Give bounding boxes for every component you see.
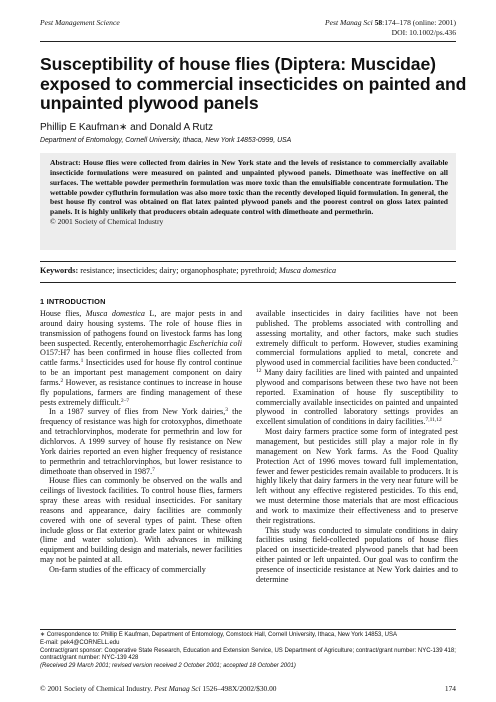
footer-journal: Pest Manag Sci: [154, 684, 201, 693]
footnotes: [40, 632, 460, 671]
species-name: Escherichia coli: [188, 338, 242, 348]
received-note: (Received 29 March 2001; revised version received 2 October 2001; accepted 18 October 2001): [40, 663, 296, 670]
citation: [325, 18, 456, 37]
abstract-label: Abstract:: [50, 158, 81, 167]
intro-paragraph-6: Most dairy farmers practice some form of integrated pest management, but pesticides still play a major role in fly management on New York farms. As the Food Quality Protection Act of 1996 moves toward full implementation, fewer and fewer pesticides remain available to producers. It is highly likely that dairy farmers in the very near future will be left without any effective registered pesticides. To this end, we must determine those materials that are most efficacious and work to maximize their effectiveness and to preserve their registrations.: [256, 427, 458, 525]
email-note[interactable]: E-mail: pek4@CORNELL.edu: [40, 639, 120, 646]
abstract-text: House flies were collected from dairies in New York state and the levels of resistance to commercially available insecticide formulations were measured on painted and unpainted plywood panels. Dimethoate was ineffective on all surfaces. The wettable powder permethrin formulation was more toxic than the emulsifiable concentrate formulation. The wettable powder cyfluthrin formulation was also more toxic than the recently developed liquid formulation. In general, the best house fly control was obtained on flat latex painted plywood panels and the poorest control on gloss latex painted panels. It is highly unlikely that producers obtain adequate control with dimethoate and permethrin.: [50, 158, 448, 217]
header-rule: [40, 41, 456, 42]
intro-paragraph-7: This study was conducted to simulate conditions in dairy facilities using field-collected populations of house flies placed on insecticide-treated plywood panels that had been either painted or left unpainted. Our goal was to confirm the presence of insecticide resistance at New York dairies and to determine: [256, 525, 458, 584]
author-rutz: and Donald A Rutz: [127, 122, 213, 133]
grant-note: Contract/grant sponsor: Cooperative State Research, Education and Extension Service, US Department of Agriculture; contract/grant number: NYC-139 418; contract/grant number: NYC-139 428: [40, 647, 456, 662]
reference-superscript[interactable]: 2–7: [120, 397, 130, 404]
keywords-label: Keywords:: [40, 266, 79, 275]
text-span: House flies,: [40, 309, 86, 318]
footnote-rule: [40, 629, 456, 630]
keywords-bottom-rule: [40, 282, 456, 283]
text-span: L, are major pests in and around dairy housing systems. The role of house flies in transmission of pathogens found on livestock farms has long been suspected. Recently, enterohemorrhagic: [40, 309, 243, 348]
reference-superscript[interactable]: 2: [60, 377, 64, 384]
doi[interactable]: DOI: 10.1002/ps.436: [391, 27, 456, 37]
text-span: Many dairy facilities are lined with painted and unpainted plywood and comparisons between these two have not been reported. Examination of house fly susceptibility to commercially available insecticides on painted and unpainted plywood in controlled laboratory settings provides an excellent simulation of conditions in dairy facilities.: [256, 368, 458, 427]
intro-paragraph-5: [256, 309, 458, 427]
text-span: O157:H7 has been confirmed in house flies collected from cattle farms.: [40, 348, 242, 368]
abstract-copyright: © 2001 Society of Chemical Industry: [50, 217, 164, 227]
intro-paragraph-3: House flies can commonly be observed on the walls and ceilings of livestock facilities. To control house flies, farmers spray these areas with residual insecticides. For sanitary reasons and appearance, dairy facilities are commonly covered with one of several types of paint. These often include gloss or flat exterior grade latex paint or whitewash (lime and water solution). With advances in milking equipment and building design and materials, newer facilities may not be painted at all.: [40, 476, 242, 565]
author-kaufman: Phillip E Kaufman: [40, 122, 119, 133]
text-span: However, as resistance continues to increase in house fly populations, farmers are finding management of these pests extremely difficult.: [40, 377, 242, 407]
keywords-text: resistance; insecticides; dairy; organophosphate; pyrethroid;: [78, 266, 280, 275]
affiliation: Department of Entomology, Cornell University, Ithaca, New York 14853-0999, USA: [40, 137, 292, 144]
left-column: [40, 309, 242, 575]
citation-pages: :174–178 (online: 2001): [382, 18, 456, 27]
intro-paragraph-2: [40, 407, 242, 476]
text-span: © 2001 Society of Chemical Industry.: [40, 684, 155, 693]
citation-prefix: Pest Manag Sci: [325, 18, 375, 27]
journal-name: Pest Management Science: [40, 18, 120, 27]
abstract: [50, 158, 448, 227]
reference-superscript[interactable]: 3: [225, 407, 228, 414]
footer-copyright: [40, 684, 277, 693]
text-span: 1526–498X/2002/$30.00: [200, 684, 277, 693]
correspondence-marker: ∗: [118, 122, 128, 133]
reference-superscript[interactable]: 7–12: [256, 358, 458, 375]
keywords: [40, 266, 460, 275]
text-span: In a 1987 survey of flies from New York dairies,: [49, 407, 226, 417]
keywords-top-rule: [40, 261, 456, 262]
article-title: Susceptibility of house flies (Diptera: Muscidae) exposed to commercial insecticides on painted and unpainted plywood panels: [40, 54, 467, 113]
citation-volume: 58: [374, 18, 383, 27]
correspondence-note: ∗ Correspondence to: Phillip E Kaufman, Department of Entomology, Comstock Hall, Cornell University, Ithaca, New York 14853, USA: [40, 632, 397, 638]
text-span: available insecticides in dairy facilities have not been published. The problems associated with controlling and assessing mortality, and other factors, make such studies extremely difficult to perform. However, studies examining commercial formulations applied to metal, concrete and plywood used in commercial facilities have been conducted.: [256, 309, 458, 368]
reference-superscript[interactable]: 1: [80, 358, 84, 365]
right-column: [256, 309, 458, 585]
text-span: the frequency of resistance was high for crotoxyphos, dimethoate and tetrachlorvinphos, moderate for permethrin and low for dichlorvos. A 1999 survey of house fly resistance on New York dairies reported an even higher frequency of resistance to permethrin and tetrachlorvinphos, but lower resistance to dimethoate than observed in 1987.: [40, 407, 242, 476]
intro-paragraph-1: [40, 309, 242, 407]
reference-superscript[interactable]: 7: [152, 466, 155, 473]
section-heading-introduction: 1 INTRODUCTION: [40, 297, 106, 306]
intro-paragraph-4: On-farm studies of the efficacy of commercially: [49, 564, 206, 574]
authors: [40, 122, 213, 133]
reference-superscript[interactable]: 7,11,12: [425, 417, 442, 424]
keywords-species: Musca domestica: [279, 266, 337, 275]
species-name: Musca domestica: [85, 309, 145, 318]
page-number: 174: [444, 684, 456, 693]
text-span: Insecticides used for house fly control continue to be an important pest management component on dairy farms.: [40, 358, 242, 387]
